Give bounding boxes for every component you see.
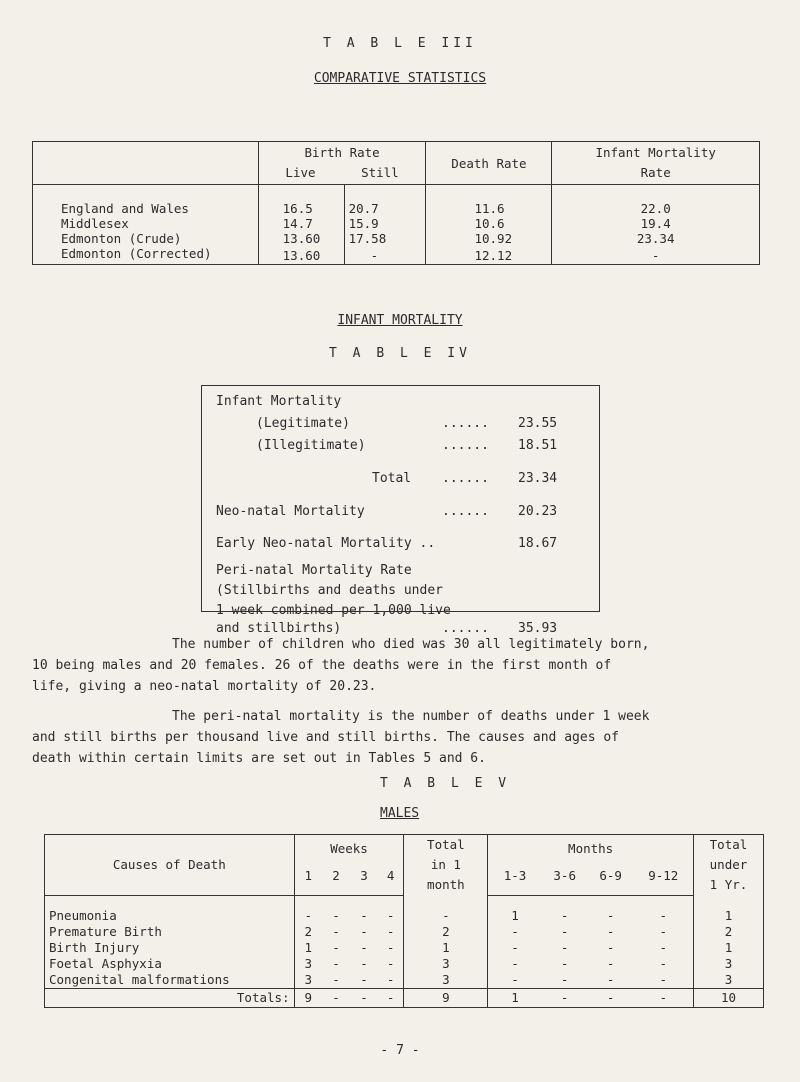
table-row: England and Wales 16.5 20.7 11.6 22.0 bbox=[33, 185, 760, 217]
causes-header: Causes of Death bbox=[45, 835, 295, 896]
table-row: Congenital malformations 3 - - - 3 - - - - 3 bbox=[45, 972, 764, 989]
comparative-statistics-table bbox=[32, 141, 760, 265]
paragraph-peri-natal: The peri-natal mortality is the number of deaths under 1 week and still births per thousand live and still births. The causes and ages of death within certain limits are set out in Tables 5 and 6. bbox=[32, 709, 650, 766]
infant-mortality-box: Infant Mortality (Legitimate) ...... 23.55 (Illegitimate) ...... 18.51 Total ...... 23.34 Neo-natal Mortality ...... 20.23 Early Neo-natal Mortality .. 18.67 Peri-natal Mortality Rate (Stillbirths and deaths under 1 week combined per 1,000 live and stillbirths) ...... 35.93 bbox=[201, 385, 600, 612]
area-header-cell bbox=[33, 142, 259, 185]
causes-of-death-table: Causes of Death Weeks Total in 1 month Months Total under 1 Yr. 1 2 3 4 1-3 3-6 6-9 9-12 Pneumonia - - - - - 1 - - - 1 Premature Birth 2 - - - 2 - - - - 2 Birth Injury 1 - - - 1 - - - - 1 Foetal Asphyxia 3 - - - 3 - - - - 3 Congenital malformations 3 - - - 3 - - - - 3 Totals: 9 - - - 9 1 - - - 10 bbox=[44, 834, 764, 1008]
infant-mortality-header: Infant Mortality Rate bbox=[552, 142, 760, 185]
table3-label: T A B L E III bbox=[323, 36, 477, 51]
live-header: Live bbox=[285, 165, 316, 180]
table-row: Pneumonia - - - - - 1 - - - 1 bbox=[45, 895, 764, 924]
table-row: Edmonton (Crude) 13.60 17.58 10.92 23.34 bbox=[33, 231, 760, 246]
birth-rate-header: Birth Rate Live Still bbox=[258, 142, 426, 185]
months-header: Months bbox=[488, 835, 694, 862]
table-row: Foetal Asphyxia 3 - - - 3 - - - - 3 bbox=[45, 956, 764, 972]
infant-mortality-label: Infant Mortality bbox=[216, 394, 342, 409]
peri-natal-block: Peri-natal Mortality Rate (Stillbirths and deaths under 1 week combined per 1,000 live bbox=[216, 563, 451, 618]
table-row: Middlesex 14.7 15.9 10.6 19.4 bbox=[33, 216, 760, 231]
total-month-header: Total in 1 month bbox=[404, 835, 488, 896]
table-row: Birth Injury 1 - - - 1 - - - - 1 bbox=[45, 940, 764, 956]
table-row: Edmonton (Corrected) 13.60 - 12.12 - bbox=[33, 246, 760, 265]
page-number: - 7 - bbox=[380, 1043, 420, 1058]
weeks-header: Weeks bbox=[294, 835, 404, 862]
still-header: Still bbox=[361, 165, 399, 180]
totals-row: Totals: 9 - - - 9 1 - - - 10 bbox=[45, 988, 764, 1007]
table3-title: COMPARATIVE STATISTICS bbox=[313, 71, 487, 86]
infant-mortality-heading: INFANT MORTALITY bbox=[337, 313, 463, 328]
total-year-header: Total under 1 Yr. bbox=[693, 835, 763, 896]
table-row: Premature Birth 2 - - - 2 - - - - 2 bbox=[45, 924, 764, 940]
paragraph-children-died: The number of children who died was 30 all legitimately born, 10 being males and 20 females. 26 of the deaths were in the first month of life, giving a neo-natal mortality of 20.23. bbox=[32, 637, 650, 694]
table5-title: MALES bbox=[380, 806, 420, 821]
death-rate-header: Death Rate bbox=[426, 142, 552, 185]
table4-label: T A B L E IV bbox=[329, 346, 471, 361]
table5-label: T A B L E V bbox=[380, 776, 511, 791]
